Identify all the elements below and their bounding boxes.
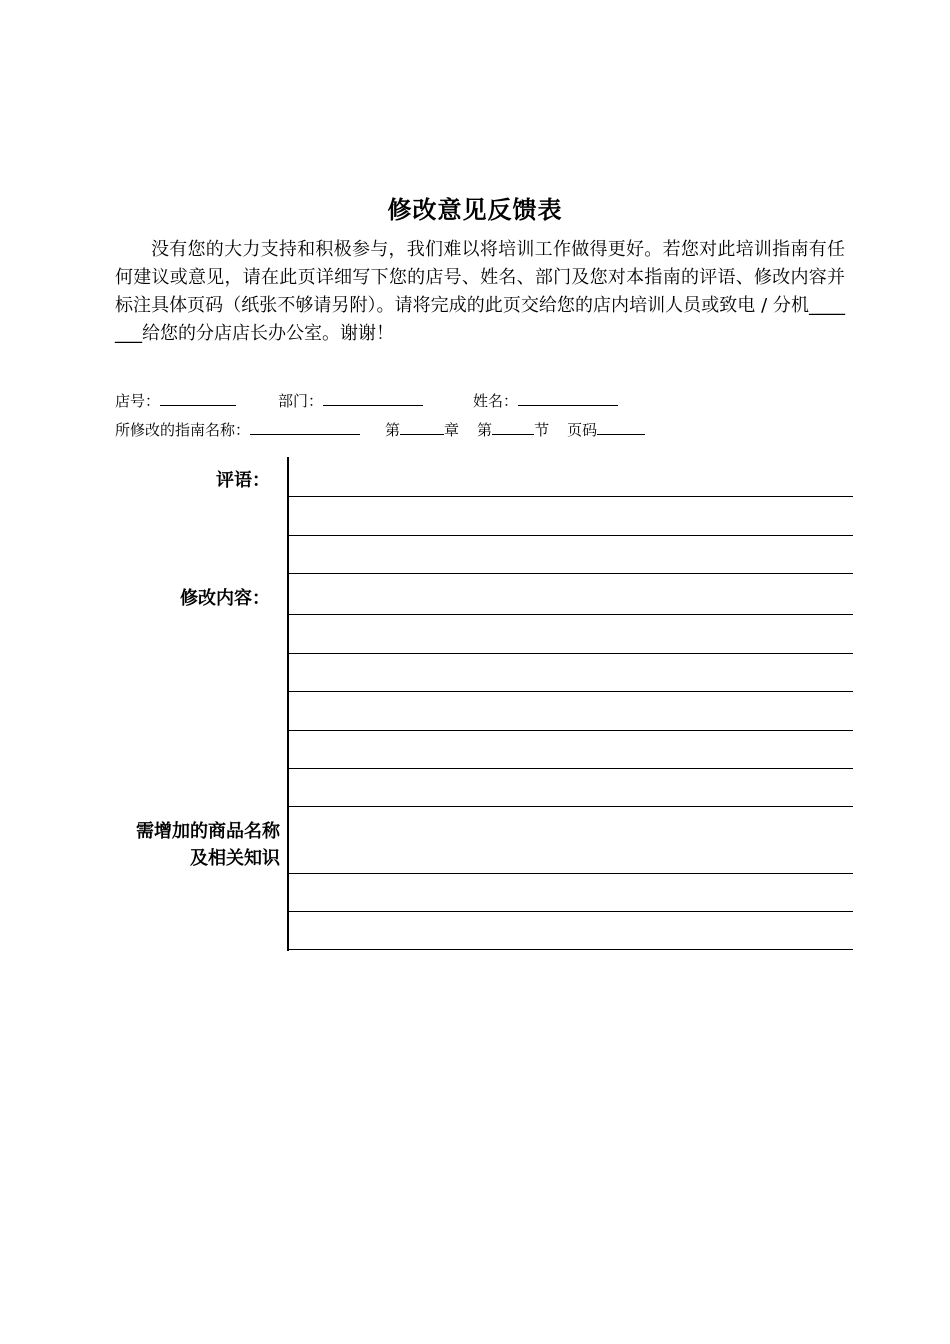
form-line	[288, 806, 853, 807]
store-no-label: 店号：	[115, 392, 161, 410]
name-field[interactable]	[518, 391, 618, 406]
form-left-border	[287, 457, 289, 951]
form-line	[288, 691, 853, 692]
name-label: 姓名：	[473, 392, 519, 410]
guide-name-field[interactable]	[250, 420, 360, 435]
comments-label: 评语：	[216, 470, 270, 491]
new-products-label-line1: 需增加的商品名称	[136, 821, 280, 842]
form-line	[288, 949, 853, 950]
chapter-field[interactable]	[400, 420, 444, 435]
modification-label: 修改内容：	[180, 588, 270, 609]
page-title: 修改意见反馈表	[387, 196, 563, 224]
page-label: 页码	[567, 421, 598, 439]
guide-name-label: 所修改的指南名称：	[115, 421, 251, 439]
form-line	[288, 573, 853, 574]
form-line	[288, 768, 853, 769]
department-field[interactable]	[323, 391, 423, 406]
page-field[interactable]	[597, 420, 645, 435]
form-line	[288, 730, 853, 731]
form-line	[288, 496, 853, 497]
form-line	[288, 614, 853, 615]
department-label: 部门：	[278, 392, 324, 410]
store-no-field[interactable]	[160, 391, 236, 406]
chapter-prefix: 第	[385, 421, 401, 439]
section-prefix: 第	[477, 421, 493, 439]
section-field[interactable]	[492, 420, 534, 435]
form-line	[288, 535, 853, 536]
form-line	[288, 653, 853, 654]
chapter-suffix: 章	[444, 421, 460, 439]
form-line	[288, 873, 853, 874]
form-line	[288, 911, 853, 912]
new-products-label-line2: 及相关知识	[190, 848, 280, 869]
section-suffix: 节	[534, 421, 550, 439]
info-row-2	[115, 419, 645, 440]
intro-paragraph: 没有您的大力支持和积极参与，我们难以将培训工作做得更好。若您对此培训指南有任何建议或意见，请在此页详细写下您的店号、姓名、部门及您对本指南的评语、修改内容并标注具体页码（纸张不够请另附）。请将完成的此页交给您的店内培训人员或致电 / 分机_______给您的分店店长办公室。谢谢！	[115, 239, 845, 344]
info-row-1	[115, 390, 618, 411]
